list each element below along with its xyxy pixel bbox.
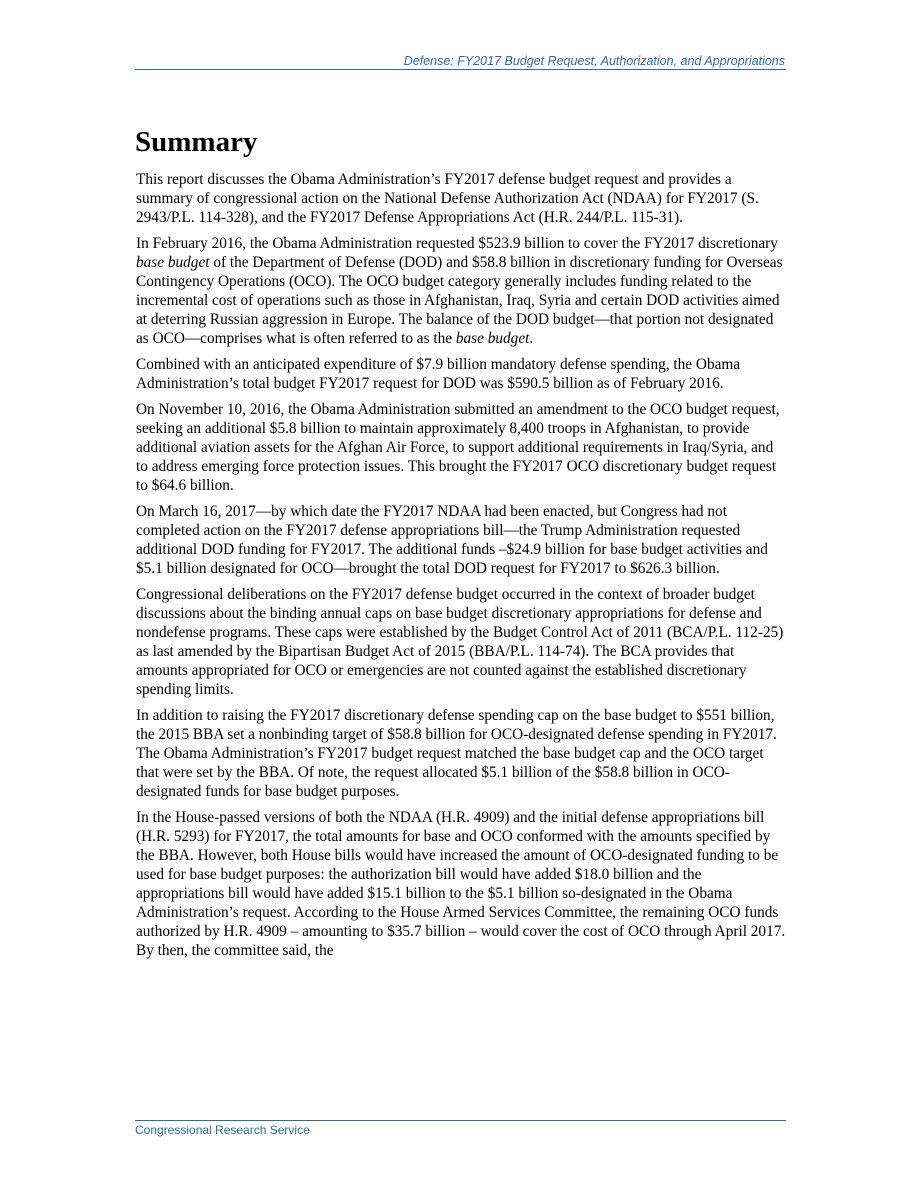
paragraph-3: Combined with an anticipated expenditure of $7.9 billion mandatory defense spending, the Obama Administration’s total budget FY2017 request for DOD was $590.5 billion as of February 2016.: [136, 356, 741, 392]
paragraph-6: Congressional deliberations on the FY2017 defense budget occurred in the context of broader budget discussions about the binding annual caps on base budget discretionary appropriations for defense and nondefense programs. These caps were established by the Budget Control Act of 2011 (BCA/P.L. 112-25) as last amended by the Bipartisan Budget Act of 2015 (BBA/P.L. 114-74). The BCA provides that amounts appropriated for OCO or emergencies are not counted against the established discretionary spending limits.: [136, 586, 784, 698]
paragraph-1: This report discusses the Obama Administration’s FY2017 defense budget request and provides a summary of congressional action on the National Defense Authorization Act (NDAA) for FY2017 (S. 2943/P.L. 114-328), and the FY2017 Defense Appropriations Act (H.R. 244/P.L. 115-31).: [136, 171, 759, 226]
paragraph-8: In the House-passed versions of both the NDAA (H.R. 4909) and the initial defense appropriations bill (H.R. 5293) for FY2017, the total amounts for base and OCO conformed with the amounts specified by the BBA. However, both House bills would have increased the amount of OCO-designated funding to be used for base budget purposes: the authorization bill would have added $18.0 billion and the appropriations bill would have added $15.1 billion to the $5.1 billion so-designated in the Obama Administration’s request. According to the House Armed Services Committee, the remaining OCO funds authorized by H.R. 4909 – amounting to $35.7 billion – would cover the cost of OCO through April 2017. By then, the committee said, the: [136, 809, 786, 959]
section-title: Summary: [135, 126, 258, 158]
paragraph-2: [136, 234, 786, 348]
paragraph-4: On November 10, 2016, the Obama Administration submitted an amendment to the OCO budget request, seeking an additional $5.8 billion to maintain approximately 8,400 troops in Afghanistan, to provide additional aviation assets for the Afghan Air Force, to support additional requirements in Iraq/Syria, and to address emerging force protection issues. This brought the FY2017 OCO discretionary budget request to $64.6 billion.: [136, 401, 780, 494]
paragraph-5: On March 16, 2017—by which date the FY2017 NDAA had been enacted, but Congress had not completed action on the FY2017 defense appropriations bill—the Trump Administration requested additional DOD funding for FY2017. The additional funds –$24.9 billion for base budget activities and $5.1 billion designated for OCO—brought the total DOD request for FY2017 to $626.3 billion.: [136, 503, 768, 577]
summary-body: [136, 170, 786, 967]
paragraph-2-emphasis-1: base budget: [136, 254, 210, 271]
paragraph-2-emphasis-2: base budget: [455, 330, 530, 347]
footer-divider: [135, 1120, 786, 1121]
running-header: Defense: FY2017 Budget Request, Authorization, and Appropriations: [403, 54, 785, 68]
paragraph-2-text-c: of the Department of Defense (DOD) and $58.8 billion in discretionary funding for Overseas Contingency Operations (OCO). The OCO budget category generally includes funding related to the incremental cost of operations such as those in Afghanistan, Iraq, Syria and certain DOD activities aimed at deterring Russian aggression in Europe. The balance of the DOD budget—that portion not designated as OCO—comprises what is often referred to as the: [136, 254, 783, 347]
paragraph-7: In addition to raising the FY2017 discretionary defense spending cap on the base budget to $551 billion, the 2015 BBA set a nonbinding target of $58.8 billion for OCO-designated defense spending in FY2017. The Obama Administration’s FY2017 budget request matched the base budget cap and the OCO target that were set by the BBA. Of note, the request allocated $5.1 billion of the $58.8 billion in OCO-designated funds for base budget purposes.: [136, 707, 777, 800]
footer-organization: Congressional Research Service: [135, 1123, 310, 1137]
header-divider: [135, 69, 786, 70]
paragraph-2-text-a: In February 2016, the Obama Administration requested $523.9 billion to cover the FY2017 discretionary: [136, 235, 778, 252]
paragraph-2-text-e: .: [529, 330, 534, 347]
